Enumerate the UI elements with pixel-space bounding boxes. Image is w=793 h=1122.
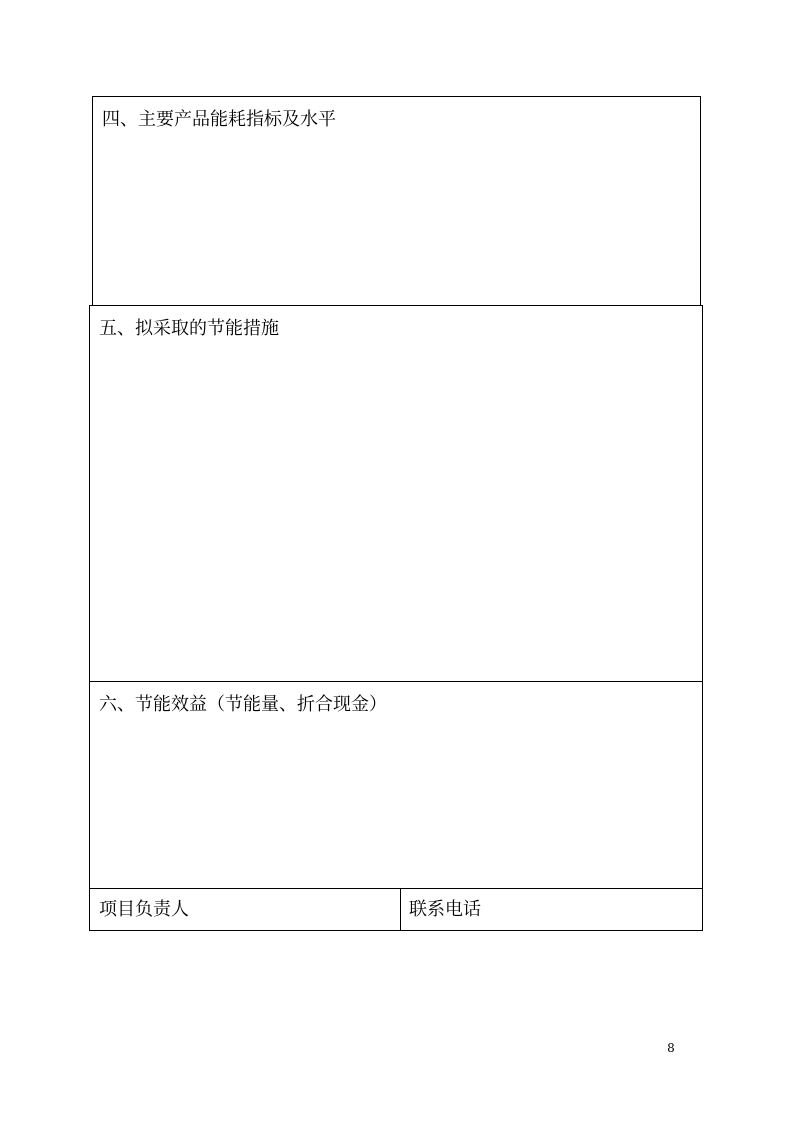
energy-measures-section — [89, 305, 703, 682]
energy-indicators-title: 四、主要产品能耗指标及水平 — [102, 109, 336, 130]
contact-row — [89, 888, 703, 931]
energy-indicators-section — [92, 96, 701, 306]
energy-measures-title: 五、拟采取的节能措施 — [99, 318, 279, 339]
energy-benefits-title: 六、节能效益（节能量、折合现金） — [99, 694, 387, 715]
energy-benefits-section — [89, 681, 703, 889]
contact-phone-label: 联系电话 — [409, 899, 481, 920]
page-number: 8 — [667, 1041, 675, 1055]
project-manager-label: 项目负责人 — [99, 899, 189, 920]
project-manager-cell — [90, 889, 401, 930]
contact-phone-cell — [401, 889, 702, 930]
